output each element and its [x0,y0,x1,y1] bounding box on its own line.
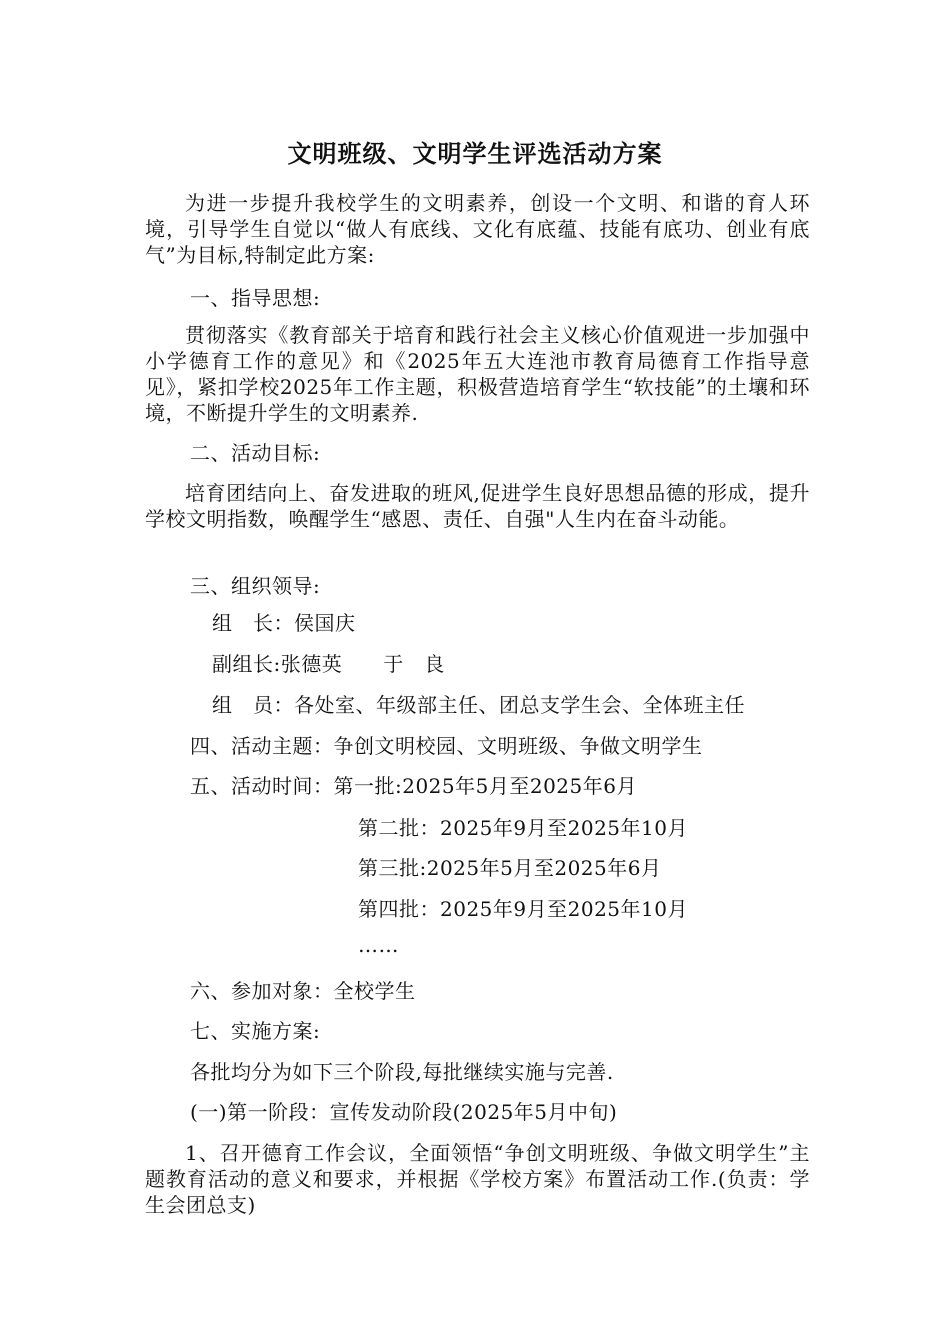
activity-time-line: 五、活动时间：第一批:2025年5月至2025年6月 [190,774,637,798]
section-heading-implementation: 七、实施方案: [190,1019,321,1043]
activity-theme-line: 四、活动主题：争创文明校园、文明班级、争做文明学生 [190,734,703,758]
objectives-paragraph: 培育团结向上、奋发进取的班风,促进学生良好思想品德的形成，提升学校文明指数，唤醒学生“感恩、责任、自强"人生内在奋斗动能。 [145,481,810,531]
batch-line: 第四批：2025年9月至2025年10月 [358,897,688,921]
section-heading-guiding-thought: 一、指导思想: [190,286,321,310]
stage-one-heading: (一)第一阶段：宣传发动阶段(2025年5月中旬) [190,1100,618,1124]
implementation-intro-line: 各批均分为如下三个阶段,每批继续实施与完善. [190,1060,614,1084]
guiding-thought-paragraph: 贯彻落实《教育部关于培育和践行社会主义核心价值观进一步加强中小学德育工作的意见》和《2025年五大连池市教育局德育工作指导意见》，紧扣学校2025年工作主题，积极营造培育学生“软技能”的土壤和环境，不断提升学生的文明素养. [145,323,810,425]
section-heading-organization: 三、组织领导: [190,574,321,598]
batch-line: 第三批:2025年5月至2025年6月 [358,856,662,880]
section-heading-objectives: 二、活动目标: [190,441,321,465]
org-deputy-line: 副组长:张德英 于 良 [212,652,445,676]
participants-line: 六、参加对象：全校学生 [190,979,416,1003]
document-title: 文明班级、文明学生评选活动方案 [287,140,663,168]
batch-line: 第二批：2025年9月至2025年10月 [358,816,688,840]
batch-ellipsis: …… [358,933,399,957]
intro-paragraph: 为进一步提升我校学生的文明素养，创设一个文明、和谐的育人环境，引导学生自觉以“做人有底线、文化有底蕴、技能有底功、创业有底气”为目标,特制定此方案: [145,191,810,267]
stage-one-item-1: 1、召开德育工作会议，全面领悟“争创文明班级、争做文明学生”主题教育活动的意义和要求，并根据《学校方案》布置活动工作.(负责：学生会团总支) [145,1141,810,1217]
org-leader-line: 组 长：侯国庆 [212,611,356,635]
org-members-line: 组 员：各处室、年级部主任、团总支学生会、全体班主任 [212,693,745,717]
